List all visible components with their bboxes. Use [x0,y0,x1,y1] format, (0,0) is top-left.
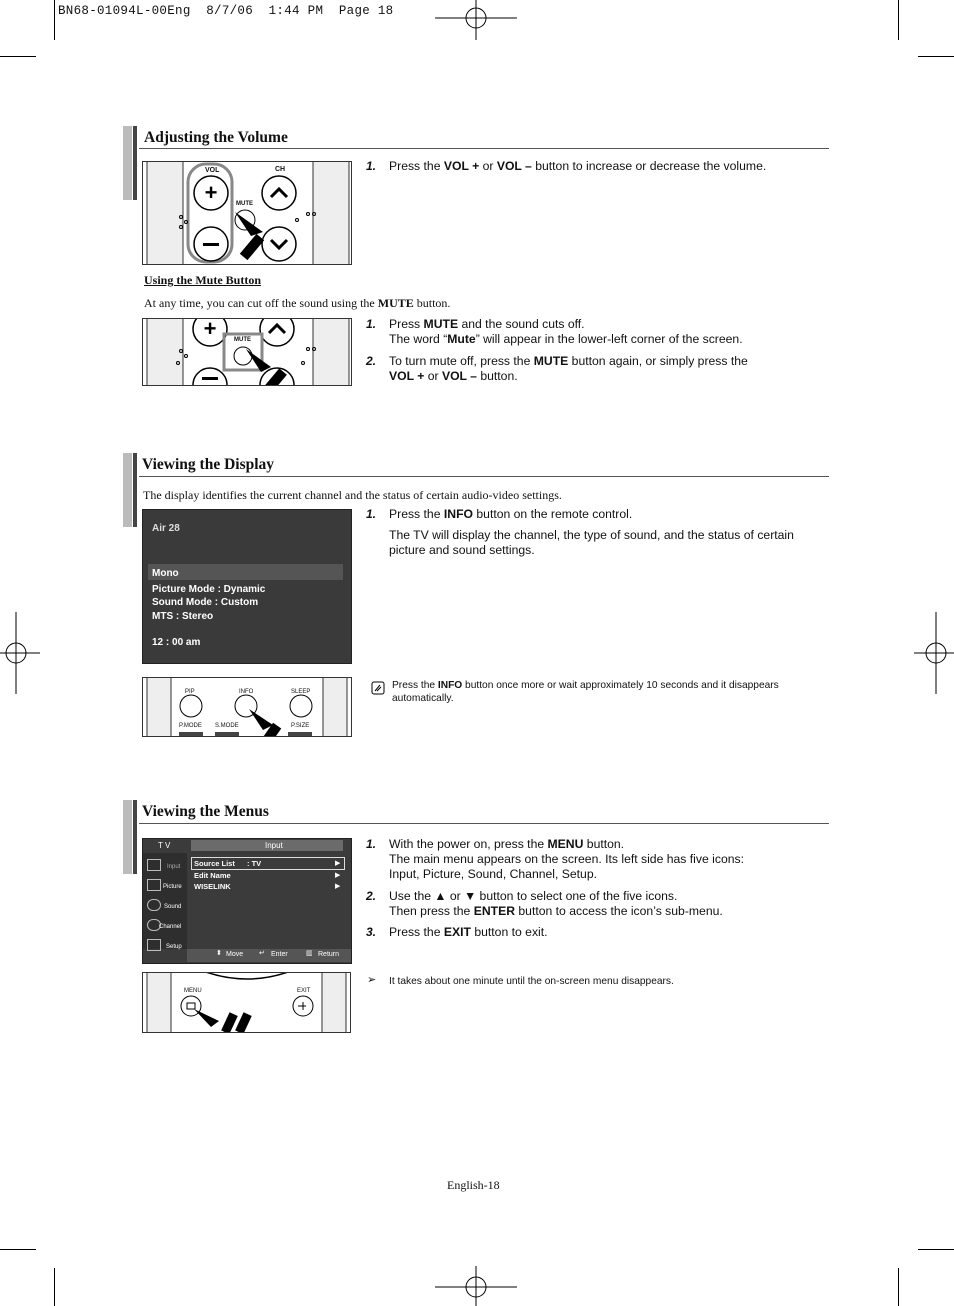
return-icon: ▥ [306,950,313,957]
menu-footer-enter: Enter [271,951,288,958]
note-arrow-icon: ➢ [367,974,377,986]
section-marker [133,453,137,527]
section-title-menus: Viewing the Menus [142,803,269,820]
psize-label: P.SIZE [291,723,310,729]
registration-mark-bottom [435,1266,517,1306]
menus-step-3: 3. Press the EXIT button to exit. [366,925,548,939]
info-label: INFO [239,689,254,695]
menu-icon-sound [147,899,161,911]
mute-heading: Using the Mute Button [144,273,262,287]
volume-step-1: 1. Press the VOL + or VOL – button to increase or decrease the volume. [366,159,767,173]
vol-label: VOL [205,167,220,174]
info-osd-screen [142,509,352,664]
section-rule [139,148,829,149]
svg-text:+: + [204,180,218,205]
down-triangle-icon: ▼ [464,889,477,903]
note-icon [371,681,385,695]
section-title-display: Viewing the Display [142,456,275,473]
pmode-label: P.MODE [179,723,202,729]
osd-time: 12 : 00 am [152,637,201,648]
menus-note: It takes about one minute until the on-screen menu disappears. [389,976,674,987]
mute-step-1: 1. Press MUTE and the sound cuts off. The word “Mute” will appear in the lower-left corner of the screen. [366,317,743,346]
osd-channel: Air 28 [152,523,180,534]
mute-step-2: 2. To turn mute off, press the MUTE button again, or simply press the VOL + or VOL – button. [366,354,748,383]
section-rule [139,476,829,477]
mute-label: MUTE [234,337,251,343]
registration-mark-top [435,0,517,40]
crop-mark [898,0,899,40]
menu-icon-label: Picture [163,884,182,890]
remote-mute-illustration [142,318,352,386]
menu-icon-setup [147,939,161,951]
crop-mark [54,1268,55,1306]
display-intro: The display identifies the current channel and the status of certain audio-video settings. [143,488,562,502]
menu-icon-label: Setup [166,944,182,950]
smode-label: S.MODE [215,723,239,729]
crop-mark [918,56,954,57]
menus-step-2: 2. Use the ▲ or ▼ button to select one of the five icons. Then press the ENTER button to access the icon’s sub-menu. [366,889,723,918]
menu-key-label: MENU [184,988,202,994]
registration-mark-right [914,612,954,694]
osd-audio: Mono [152,568,179,579]
menu-item-arrow: ▶ [335,860,341,867]
crop-mark [54,0,55,40]
osd-sound-mode: Sound Mode : Custom [152,597,259,608]
menu-item-label: Edit Name [194,871,231,880]
crop-mark [898,1268,899,1306]
section-marker [123,126,132,200]
registration-mark-left [0,612,40,694]
sleep-label: SLEEP [291,689,311,695]
menu-icon-input [147,859,161,871]
print-header: BN68-01094L-00Eng 8/7/06 1:44 PM Page 18 [58,4,394,18]
menu-item-value: : TV [247,859,262,868]
section-marker [123,800,132,874]
menu-footer-move: Move [226,951,244,958]
menu-tv-label: T V [158,841,171,850]
section-marker [133,126,137,200]
menu-icon-picture [147,879,161,891]
menus-step-1: 1. With the power on, press the MENU button. The main menu appears on the screen. Its left side has five icons: Input, Picture, Sound, Channel, Setup. [366,837,744,881]
crop-mark [0,56,36,57]
remote-volume-illustration [142,161,352,265]
ch-label: CH [275,166,286,173]
remote-info-illustration [142,677,352,737]
section-title-volume: Adjusting the Volume [144,129,288,146]
pip-label: PIP [185,689,195,695]
section-marker [133,800,137,874]
menu-header-title: Input [265,841,283,850]
menu-icon-label: Channel [159,924,182,930]
display-note: Press the INFO button once more or wait approximately 10 seconds and it disappears automatically. [392,680,779,704]
menu-icon-label: Input [167,864,181,870]
remote-menu-illustration [142,972,351,1033]
display-step-1-para: The TV will display the channel, the type of sound, and the status of certain picture and sound settings. [389,528,794,557]
display-step-1: 1. Press the INFO button on the remote control. The TV will display the channel, the type of sound, and the status of certain picture and sound settings. [389,507,829,558]
mute-label: MUTE [236,201,253,207]
menu-item-arrow: ▶ [335,872,341,879]
menu-icon-label: Sound [164,904,182,910]
menu-item-arrow: ▶ [335,883,341,890]
page-number: English-18 [447,1178,500,1192]
main-menu-screen [142,838,352,964]
section-marker [123,453,132,527]
crop-mark [0,1249,36,1250]
up-triangle-icon: ▲ [434,889,447,903]
enter-icon: ↵ [259,950,265,957]
section-rule [139,823,829,824]
osd-mts: MTS : Stereo [152,611,214,622]
menu-item-label: Source List [194,859,235,868]
move-icon: ⬍ [216,950,222,957]
osd-picture-mode: Picture Mode : Dynamic [152,584,266,595]
mute-intro: At any time, you can cut off the sound using the MUTE button. [144,296,451,310]
svg-text:+: + [203,319,217,341]
menu-footer-return: Return [318,951,340,958]
menu-item-label: WISELINK [194,882,231,891]
exit-key-label: EXIT [297,988,311,994]
crop-mark [918,1249,954,1250]
